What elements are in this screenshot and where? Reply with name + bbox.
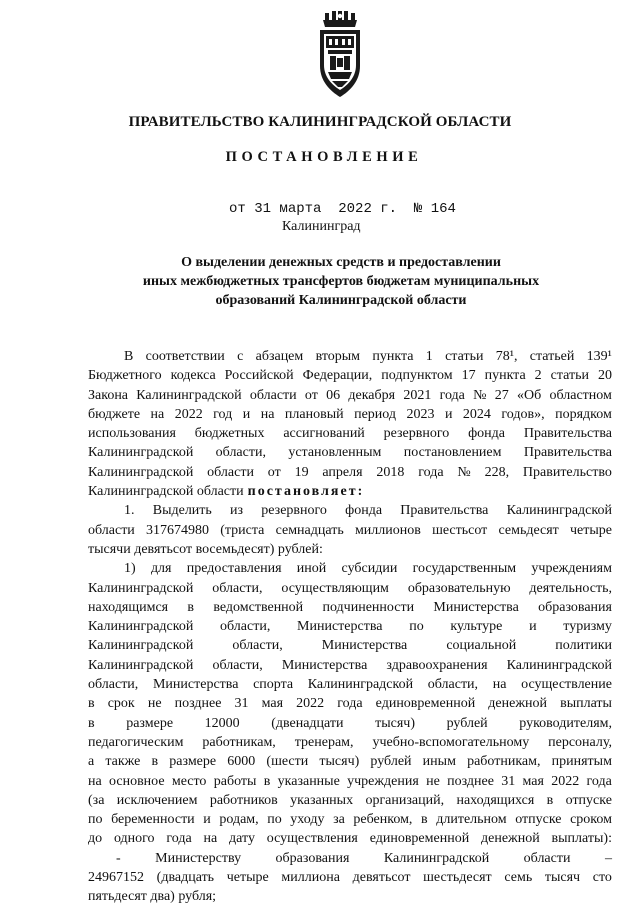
body-word: области, [232,638,283,654]
body-word: областном [549,387,612,403]
body-word: бюджетных [194,426,265,442]
body-word: позднее [447,773,494,789]
body-word: сроком [570,812,612,828]
body-word: образования [538,599,612,615]
body-word: и [203,812,211,828]
body-word: по [88,812,103,828]
body-word: по [409,619,424,635]
subject-line: образований Калининградской области [215,293,467,308]
body-word: Калининградской [383,850,490,866]
body-word: и [242,406,251,422]
body-word: мая [522,773,544,789]
body-word: срок [107,696,135,712]
body-word: 2022 [551,773,580,789]
body-word: № [473,387,487,403]
body-word: по [267,812,282,828]
body-word: области, [212,580,263,596]
body-word: 2022 [174,406,203,422]
body-word: – [604,850,612,866]
organization-title: ПРАВИТЕЛЬСТВО КАЛИНИНГРАДСКОЙ ОБЛАСТИ [128,114,512,130]
body-word: иным [422,754,456,770]
body-word: миллионов [354,522,421,538]
body-word: порядком [555,406,612,422]
document-number: 164 [430,201,456,217]
body-word: в [263,773,271,789]
body-text: Калининградской области [88,484,244,500]
body-line [88,405,612,424]
number-sign: № [413,201,423,217]
body-word: подпунктом [381,368,453,384]
body-word: учреждения [347,773,419,789]
body-line [88,501,612,520]
body-line [88,849,612,868]
body-line [88,694,612,713]
body-word: сто [592,870,612,886]
body-word: политики [555,638,612,654]
body-word: 24967152 [88,870,144,886]
body-word: в [187,599,195,615]
body-word: апреля [322,464,363,480]
body-word: спорта [253,677,294,693]
body-word: работы [213,773,257,789]
body-line [88,868,612,887]
body-word: на [88,773,102,789]
body-word: 31 [234,696,249,712]
body-word: длительном [436,812,507,828]
body-word: 2 [534,368,542,384]
body-word: размере [126,715,174,731]
body-word: области, [215,445,266,461]
body-word: осуществление [521,677,612,693]
body-word: за [333,812,345,828]
body-line [88,887,612,906]
body-word: Калининградской [136,387,242,403]
body-word: четыре [226,870,269,886]
date-year: 2022 г. [338,201,398,217]
body-word: миллиона [281,870,340,886]
body-word: отпуске [515,812,562,828]
body-word: образования [275,850,350,866]
subject-line: иных межбюджетных трансфертов бюджетам муниципальных [142,274,540,289]
body-word: 17 [461,368,476,384]
body-word: основное [109,773,165,789]
body-word: статьей [529,349,575,364]
body-word: девятьсот [352,870,411,886]
body-word: тысяч) [375,715,415,731]
body-word: области [88,522,135,538]
body-line [88,617,612,636]
document-body [88,347,612,907]
body-word: в [546,792,554,808]
body-word: пункта [484,368,526,384]
date-prefix: от [229,201,246,217]
body-word: 19 [294,464,309,480]
body-word: 2022 [296,696,325,712]
body-word: года [337,696,363,712]
body-word: года [166,831,192,847]
body-word: года [586,773,612,789]
body-word: № [457,464,471,480]
body-word: плановый [284,406,344,422]
body-word: педагогическим [88,734,184,750]
body-line [88,443,612,462]
body-word: ребенком, [353,812,413,828]
body-word: денежной [481,831,540,847]
body-word: подчиненности [322,599,415,615]
body-line [88,386,612,405]
body-word: единовременной [369,831,470,847]
body-word: (двенадцати [271,715,344,731]
body-word: место [171,773,207,789]
body-word: работникам, [467,754,541,770]
body-word: год [213,406,233,422]
body-word: здравоохранения [386,657,488,673]
body-word: 31 [501,773,516,789]
body-word: и [444,406,453,422]
body-word: не [147,696,162,712]
body-word: указанных [290,792,354,808]
body-word: Калининградской [506,657,612,673]
body-word: 2021 [403,387,432,403]
body-line [88,521,612,540]
body-word: единовременной [375,696,476,712]
body-word: для [150,561,172,577]
body-word: на [260,406,275,422]
body-word: Калининградской [506,503,612,519]
body-line [88,733,612,752]
body-word: области, [88,677,139,693]
body-word: семь [504,870,533,886]
body-word: Министерства [321,638,408,654]
body-word: от [267,464,281,480]
body-word: культуре [450,619,503,635]
body-word: Калининградской [88,619,194,635]
body-word: учебно-вспомогательному [372,734,530,750]
body-word: 78¹, [495,349,518,364]
body-word: предоставления [186,561,282,577]
body-word: Министерства [433,599,519,615]
body-word: от [304,387,318,403]
body-word: в [88,715,95,731]
body-word: установленным [288,445,382,461]
document-city: Калининград [282,219,361,234]
body-word: выплаты): [551,831,612,847]
document-type: ПОСТАНОВЛЕНИЕ [225,149,423,165]
body-word: статьи [445,349,484,364]
body-line [88,463,612,482]
body-word: Министерства [297,619,383,635]
body-word: в [88,696,95,712]
body-word: работникам, [202,734,276,750]
body-line [88,675,612,694]
body-word: - [116,850,121,866]
body-word: размере [169,754,217,770]
body-word: на [492,677,507,693]
body-word: на [150,406,165,422]
body-word: ассигнований [283,426,365,442]
body-word: персоналу, [548,734,612,750]
body-word: 12000 [204,715,240,731]
body-word: дату [229,831,255,847]
body-word: области, [212,657,263,673]
body-word: Федерации, [302,368,373,384]
body-word: находящихся [456,792,535,808]
body-line [88,424,612,443]
body-word: (за [88,792,105,808]
body-line [88,772,612,791]
body-word: года [439,387,465,403]
body-word: период [354,406,396,422]
body-word: с [237,349,244,364]
body-word: 6000 [227,754,256,770]
body-word: семьдесят [498,522,559,538]
body-word: Калининградской [88,580,194,596]
body-word: работников [209,792,278,808]
body-word: Министерству [155,850,242,866]
body-word: социальной [446,638,517,654]
body-line [88,636,612,655]
body-word: из [230,503,244,519]
body-word: Закона [88,387,129,403]
body-word: вторым [315,349,361,364]
body-word: также [105,754,141,770]
body-word: Министерства [152,677,239,693]
body-word: области [249,387,297,403]
body-word: кодекса [170,368,216,384]
body-line [88,752,612,771]
body-word: руководителям, [519,715,612,731]
body-word: 20 [598,368,612,384]
body-word: шестьсот [432,522,488,538]
body-word: беременности [111,812,195,828]
document-date-number [229,201,456,217]
body-word: находящимся [88,599,169,615]
body-word: области [523,850,571,866]
body-word: и [529,619,537,635]
body-word: а [88,754,95,770]
body-line [88,579,612,598]
body-word: (шести [266,754,309,770]
body-word: использования [88,426,176,442]
body-word: пункта [372,349,414,364]
body-word: бюджете [88,406,141,422]
body-line [88,482,612,501]
body-word: выплаты [560,696,612,712]
body-word: Правительства [400,503,489,519]
body-word: Калининградской [88,464,194,480]
body-word: до [88,831,103,847]
body-word: резервного [261,503,327,519]
body-word: организаций, [365,792,445,808]
body-word: отпуске [565,792,612,808]
body-word: учреждениям [531,561,612,577]
body-line [88,714,612,733]
body-word: фонда [345,503,383,519]
body-line [88,810,612,829]
body-word: 06 [326,387,341,403]
body-word: мая [261,696,284,712]
body-word: абзацем [255,349,304,364]
body-word: иной [296,561,327,577]
body-text: пятьдесят два) рубля; [88,889,217,905]
body-text: тысячи девятьсот восемьдесят) рублей: [88,541,323,557]
body-word: (триста [220,522,265,538]
body-word: денежной [488,696,547,712]
body-line [88,366,612,385]
body-word: рублей [446,715,488,731]
body-word: ведомственной [213,599,304,615]
body-word: позднее [174,696,222,712]
body-word: области, [427,677,479,693]
body-word: тренерам, [294,734,354,750]
body-word: 2018 [376,464,405,480]
body-word: субсидии [341,561,398,577]
body-word: области [207,464,254,480]
body-line [88,540,612,559]
body-word: 228, [484,464,510,480]
body-word: принятым [551,754,612,770]
body-word: 1. [124,503,135,519]
body-word: статьи [550,368,590,384]
document-subject [86,253,596,310]
body-word: 1 [425,349,433,364]
body-line [88,656,612,675]
body-word: 1) [124,561,136,577]
body-word: 2023 [406,406,435,422]
body-word: В [124,349,134,364]
body-word: Калининградской [88,445,194,461]
body-word: рублей [370,754,412,770]
body-line [88,559,612,578]
body-word: Калининградской [88,638,194,654]
body-word: соответствии [145,349,225,364]
body-line [88,791,612,810]
body-line [88,347,612,366]
body-word: 139¹ [586,349,612,364]
body-line [88,598,612,617]
body-word: четыре [570,522,612,538]
body-word: в [421,812,428,828]
body-word: на [203,831,218,847]
body-word: фонда [468,426,506,442]
date-day-month: 31 марта [254,201,322,217]
body-word: указанные [277,773,340,789]
body-word: года [418,464,444,480]
body-word: 27 [494,387,509,403]
body-word: деятельность, [529,580,612,596]
body-word: резервного [383,426,450,442]
body-word: 317674980 [146,522,210,538]
body-word: государственным [412,561,517,577]
body-word: 2024 [462,406,491,422]
body-word: уходу [290,812,325,828]
body-word: тысяч [544,870,581,886]
body-word: родам, [219,812,259,828]
body-word: осуществления [266,831,358,847]
body-word: постановлением [403,445,502,461]
body-word: Министерства [281,657,368,673]
body-word: семнадцать [275,522,344,538]
subject-line: О выделении денежных средств и предоставлении [181,255,501,270]
body-word: Правительства [523,426,612,442]
body-word: Правительство [522,464,612,480]
body-word: Правительства [523,445,612,461]
body-word: Калининградской [88,657,194,673]
body-word: не [426,773,440,789]
body-word: Выделить [152,503,212,519]
body-line [88,829,612,848]
body-word: Бюджетного [88,368,162,384]
body-word: шестьдесят [423,870,492,886]
body-word: (двадцать [156,870,215,886]
body-word: тысяч) [319,754,360,770]
kaliningrad-coat-of-arms-icon [316,11,364,99]
body-word: в [151,754,159,770]
body-word: туризму [563,619,612,635]
body-word: одного [113,831,155,847]
body-word: исключением [116,792,198,808]
body-word: Калининградской [307,677,414,693]
body-word: области, [220,619,271,635]
body-word: годов», [501,406,545,422]
body-word: декабря [348,387,396,403]
resolution-word: постановляет: [247,484,365,500]
body-word: Российской [224,368,294,384]
body-word: осуществляющим [281,580,389,596]
body-word: «Об [517,387,542,403]
body-word: образовательную [407,580,511,596]
